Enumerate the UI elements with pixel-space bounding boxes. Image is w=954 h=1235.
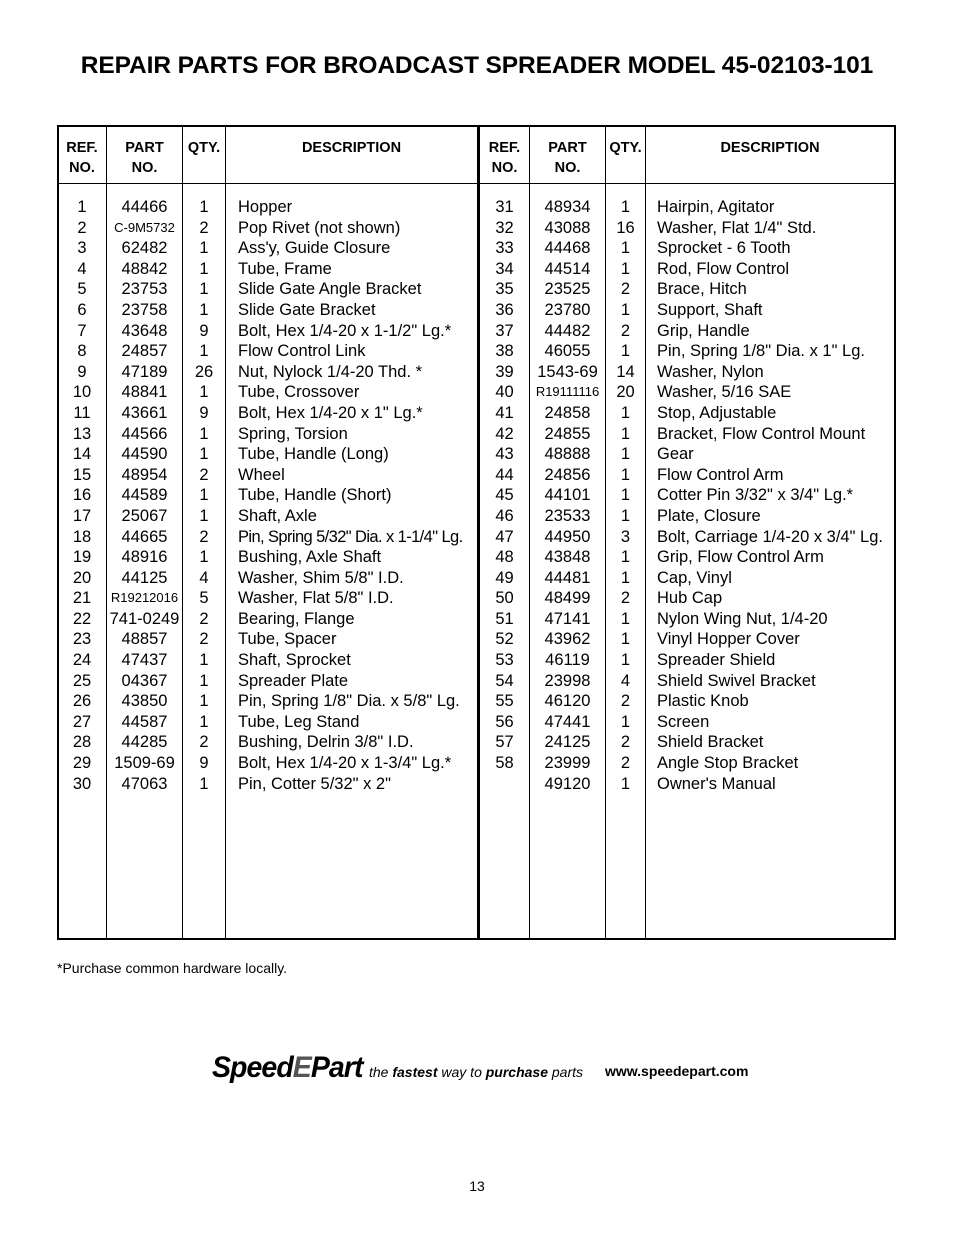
qty-cell: 1	[199, 445, 209, 464]
qty-cell: 1	[620, 342, 631, 361]
part-cell: 24855	[544, 424, 591, 443]
ref-cell: 18	[72, 527, 92, 546]
desc-cell: Bolt, Hex 1/4-20 x 1-3/4" Lg.*	[238, 754, 452, 773]
ref-cell: 10	[72, 383, 92, 402]
qty-cell: 1	[620, 445, 631, 464]
qty-cell: 2	[199, 527, 209, 546]
desc-cell: Brace, Hitch	[657, 280, 747, 299]
ref-cell: 46	[495, 506, 514, 525]
ref-cell: 40	[495, 383, 514, 402]
ref-cell: 6	[77, 300, 87, 319]
ref-cell: 31	[495, 198, 514, 216]
part-cell: 44665	[121, 527, 168, 546]
qty-cell: 1	[199, 774, 209, 793]
qty-cell: 2	[199, 465, 209, 484]
desc-cell: Shield Swivel Bracket	[657, 671, 816, 690]
qty-cell: 1	[620, 300, 631, 319]
header-part-line1: PART	[125, 140, 164, 156]
part-cell: 43962	[544, 630, 591, 649]
qty-cell: 3	[620, 527, 631, 546]
ref-cell: 47	[495, 527, 514, 546]
part-cell: R19111116	[535, 384, 600, 400]
ref-cell: 35	[495, 280, 514, 299]
qty-cell: 1	[199, 342, 209, 361]
desc-cell: Bolt, Hex 1/4-20 x 1-1/2" Lg.*	[238, 321, 452, 340]
ref-cell: 29	[72, 754, 92, 773]
part-cell: 48934	[544, 198, 591, 216]
part-column	[107, 197, 182, 794]
part-cell: 1543-69	[537, 362, 598, 381]
part-cell: 48842	[121, 259, 168, 278]
desc-cell: Hairpin, Agitator	[657, 198, 775, 216]
desc-cell: Bolt, Hex 1/4-20 x 1" Lg.*	[238, 403, 423, 422]
qty-cell: 2	[620, 754, 631, 773]
logo-text: Part	[310, 1051, 363, 1084]
qty-cell: 1	[199, 383, 209, 402]
qty-cell: 2	[620, 733, 631, 752]
logo-text: E	[292, 1051, 311, 1084]
ref-cell: 43	[495, 445, 514, 464]
part-cell: 44566	[121, 424, 168, 443]
ref-cell: 9	[77, 362, 87, 381]
qty-cell: 1	[620, 651, 631, 670]
qty-cell: 1	[620, 548, 631, 567]
part-cell: 46120	[544, 692, 591, 711]
description-column	[238, 197, 478, 794]
part-cell: 48916	[121, 548, 168, 567]
part-cell: 25067	[121, 506, 168, 525]
desc-cell: Tube, Handle (Short)	[238, 486, 392, 505]
ref-cell: 30	[72, 774, 92, 793]
qty-cell: 1	[620, 465, 631, 484]
qty-cell: 1	[199, 280, 209, 299]
qty-cell: 1	[620, 239, 631, 258]
qty-column	[606, 197, 645, 794]
desc-cell: Washer, Shim 5/8" I.D.	[238, 568, 404, 587]
qty-cell: 4	[620, 671, 631, 690]
part-cell: 23999	[544, 754, 591, 773]
part-cell: 741-0249	[109, 609, 180, 628]
speedepart-logo	[212, 1051, 362, 1085]
header-qty: QTY.	[187, 140, 221, 156]
part-cell: 24858	[544, 403, 591, 422]
qty-cell: 1	[199, 259, 209, 278]
qty-cell: 1	[199, 692, 209, 711]
ref-cell: 42	[495, 424, 514, 443]
desc-cell: Flow Control Link	[238, 342, 366, 361]
ref-cell: 54	[495, 671, 514, 690]
qty-cell: 1	[620, 403, 631, 422]
part-cell: 24125	[544, 733, 591, 752]
part-cell: 24857	[121, 342, 168, 361]
part-cell: 48841	[121, 383, 168, 402]
header-part-line2: NO.	[554, 160, 581, 176]
qty-cell: 1	[620, 630, 631, 649]
qty-cell: 1	[199, 198, 209, 216]
qty-cell: 1	[620, 259, 631, 278]
ref-cell: 33	[495, 239, 514, 258]
desc-cell: Washer, Nylon	[657, 362, 764, 381]
part-cell: 47441	[544, 712, 591, 731]
ref-cell: 16	[72, 486, 92, 505]
desc-cell: Tube, Frame	[238, 259, 332, 278]
desc-cell: Screen	[657, 712, 710, 731]
tagline-text: purchase	[485, 1064, 548, 1080]
desc-cell: Vinyl Hopper Cover	[657, 630, 800, 649]
part-cell: 49120	[544, 774, 591, 793]
ref-cell: 22	[72, 609, 92, 628]
qty-cell: 1	[199, 239, 209, 258]
desc-cell: Pin, Spring 5/32" Dia. x 1-1/4" Lg.	[238, 527, 463, 546]
ref-cell	[480, 774, 529, 795]
page-number: 13	[469, 1178, 485, 1194]
qty-cell: 1	[199, 712, 209, 731]
part-cell: 24856	[544, 465, 591, 484]
header-part-line1: PART	[548, 140, 587, 156]
part-cell: 44587	[121, 712, 168, 731]
part-cell: 44468	[544, 239, 591, 258]
divider	[645, 127, 646, 938]
qty-cell: 2	[199, 218, 209, 237]
ref-cell: 24	[72, 651, 92, 670]
part-cell: 23780	[544, 300, 591, 319]
qty-cell: 1	[199, 548, 209, 567]
desc-cell: Grip, Handle	[657, 321, 750, 340]
qty-cell: 2	[620, 321, 631, 340]
desc-cell: Nylon Wing Nut, 1/4-20	[657, 609, 828, 628]
qty-cell: 16	[616, 218, 635, 237]
ref-cell: 44	[495, 465, 514, 484]
header-ref-line1: REF.	[488, 140, 521, 156]
header-ref-line2: NO.	[491, 160, 518, 176]
ref-cell: 13	[72, 424, 92, 443]
qty-cell: 1	[620, 774, 631, 793]
ref-cell: 39	[495, 362, 514, 381]
description-column	[657, 197, 895, 794]
qty-cell: 1	[199, 671, 209, 690]
ref-cell: 17	[72, 506, 92, 525]
qty-cell: 1	[620, 486, 631, 505]
ref-cell: 19	[72, 548, 92, 567]
part-cell: 23758	[121, 300, 168, 319]
ref-column	[59, 197, 105, 794]
ref-cell: 37	[495, 321, 514, 340]
qty-cell: 1	[199, 300, 209, 319]
desc-cell: Wheel	[238, 465, 285, 484]
part-cell: 43661	[121, 403, 168, 422]
part-cell: 44285	[121, 733, 168, 752]
part-cell: 44101	[544, 486, 591, 505]
ref-cell: 52	[495, 630, 514, 649]
ref-cell: 58	[495, 754, 514, 773]
ref-cell: 49	[495, 568, 514, 587]
qty-cell: 2	[199, 630, 209, 649]
desc-cell: Shaft, Sprocket	[238, 651, 351, 670]
desc-cell: Hopper	[238, 198, 293, 216]
part-cell: 44466	[121, 198, 168, 216]
qty-cell: 2	[620, 589, 631, 608]
desc-cell: Tube, Crossover	[238, 383, 360, 402]
header-ref	[480, 138, 529, 178]
ref-cell: 5	[77, 280, 87, 299]
part-cell: 23753	[121, 280, 168, 299]
part-cell: 47141	[544, 609, 591, 628]
ref-cell: 14	[72, 445, 92, 464]
divider	[225, 127, 226, 938]
desc-cell: Spreader Plate	[238, 671, 349, 690]
desc-cell: Grip, Flow Control Arm	[657, 548, 824, 567]
ref-cell: 23	[72, 630, 92, 649]
desc-cell: Pin, Spring 1/8" Dia. x 5/8" Lg.	[238, 692, 460, 711]
qty-cell: 20	[616, 383, 635, 402]
header-ref-line2: NO.	[69, 160, 95, 176]
desc-cell: Tube, Handle (Long)	[238, 445, 389, 464]
part-cell: 46055	[544, 342, 591, 361]
desc-cell: Ass'y, Guide Closure	[238, 239, 391, 258]
desc-cell: Nut, Nylock 1/4-20 Thd. *	[238, 362, 423, 381]
ref-cell: 53	[495, 651, 514, 670]
ref-cell: 21	[72, 589, 92, 608]
part-cell: 43850	[121, 692, 168, 711]
qty-cell: 2	[199, 733, 209, 752]
qty-cell: 1	[199, 486, 209, 505]
ref-cell: 34	[495, 259, 514, 278]
desc-cell: Spring, Torsion	[238, 424, 348, 443]
qty-cell: 2	[620, 280, 631, 299]
header-part	[107, 138, 182, 178]
header-ref-line1: REF.	[66, 140, 98, 156]
qty-cell: 1	[620, 568, 631, 587]
header-divider	[59, 183, 894, 184]
part-cell: 44125	[121, 568, 168, 587]
qty-cell: 1	[620, 712, 631, 731]
desc-cell: Cotter Pin 3/32" x 3/4" Lg.*	[657, 486, 854, 505]
ref-cell: 51	[495, 609, 514, 628]
qty-cell: 2	[620, 692, 631, 711]
website-link[interactable]: www.speedepart.com	[605, 1063, 749, 1079]
part-cell: 1509-69	[114, 754, 175, 773]
desc-cell: Stop, Adjustable	[657, 403, 777, 422]
header-part-line2: NO.	[131, 160, 158, 176]
desc-cell: Owner's Manual	[657, 774, 776, 793]
qty-cell: 1	[199, 424, 209, 443]
part-cell: 48888	[544, 445, 591, 464]
qty-cell: 1	[620, 424, 631, 443]
qty-cell: 9	[199, 403, 209, 422]
desc-cell: Angle Stop Bracket	[657, 754, 799, 773]
part-cell: 48857	[121, 630, 168, 649]
desc-cell: Shaft, Axle	[238, 506, 317, 525]
logo-text: Speed	[212, 1051, 293, 1084]
parts-table	[57, 125, 896, 940]
part-cell: 48954	[121, 465, 168, 484]
part-cell: 47189	[121, 362, 168, 381]
desc-cell: Pin, Cotter 5/32" x 2"	[238, 774, 391, 793]
header-description: DESCRIPTION	[301, 140, 402, 156]
desc-cell: Tube, Leg Stand	[238, 712, 360, 731]
qty-cell: 5	[199, 589, 209, 608]
ref-cell: 4	[77, 259, 87, 278]
ref-cell: 50	[495, 589, 514, 608]
ref-cell: 8	[77, 342, 87, 361]
ref-cell: 45	[495, 486, 514, 505]
part-cell: 44514	[544, 259, 591, 278]
qty-column	[183, 197, 225, 794]
ref-cell: 38	[495, 342, 514, 361]
desc-cell: Bushing, Delrin 3/8" I.D.	[238, 733, 414, 752]
ref-cell: 15	[72, 465, 92, 484]
desc-cell: Hub Cap	[657, 589, 723, 608]
desc-cell: Plastic Knob	[657, 692, 749, 711]
header-part	[530, 138, 605, 178]
desc-cell: Bushing, Axle Shaft	[238, 548, 382, 567]
qty-cell: 9	[199, 754, 209, 773]
footnote: *Purchase common hardware locally.	[57, 960, 288, 976]
part-cell: 44482	[544, 321, 591, 340]
desc-cell: Plate, Closure	[657, 506, 761, 525]
ref-cell: 48	[495, 548, 514, 567]
ref-cell: 20	[72, 568, 92, 587]
desc-cell: Slide Gate Bracket	[238, 300, 376, 319]
tagline-text: fastest	[392, 1064, 438, 1080]
ref-cell: 1	[77, 198, 87, 216]
part-cell: 04367	[121, 671, 168, 690]
header-qty: QTY.	[609, 140, 642, 156]
ref-cell: 57	[495, 733, 514, 752]
part-cell: 44950	[544, 527, 591, 546]
part-cell: 47063	[121, 774, 168, 793]
part-cell: 23525	[544, 280, 591, 299]
ref-cell: 27	[72, 712, 92, 731]
desc-cell: Spreader Shield	[657, 651, 776, 670]
ref-cell: 55	[495, 692, 514, 711]
desc-cell: Rod, Flow Control	[657, 259, 790, 278]
qty-cell: 14	[616, 362, 635, 381]
desc-cell: Slide Gate Angle Bracket	[238, 280, 422, 299]
desc-cell: Bearing, Flange	[238, 609, 355, 628]
qty-cell: 4	[199, 568, 209, 587]
part-cell: 48499	[544, 589, 591, 608]
part-cell: 43648	[121, 321, 168, 340]
desc-cell: Sprocket - 6 Tooth	[657, 239, 791, 258]
desc-cell: Tube, Spacer	[238, 630, 337, 649]
part-cell: 47437	[121, 651, 168, 670]
part-cell: 43088	[544, 218, 591, 237]
ref-cell: 26	[72, 692, 92, 711]
qty-cell: 1	[620, 609, 631, 628]
ref-cell: 25	[72, 671, 92, 690]
desc-cell: Flow Control Arm	[657, 465, 784, 484]
header-description: DESCRIPTION	[720, 140, 820, 156]
tagline-text: parts	[548, 1064, 584, 1080]
ref-cell: 11	[73, 403, 91, 422]
part-cell: R19212016	[110, 590, 179, 606]
ref-cell: 7	[77, 321, 87, 340]
desc-cell: Washer, Flat 5/8" I.D.	[238, 589, 394, 608]
part-cell: 44590	[121, 445, 168, 464]
qty-cell: 2	[199, 609, 209, 628]
page-title: REPAIR PARTS FOR BROADCAST SPREADER MODEL 45-02103-101	[80, 52, 874, 79]
ref-cell: 3	[77, 239, 87, 258]
ref-cell: 36	[495, 300, 514, 319]
desc-cell: Bracket, Flow Control Mount	[657, 424, 866, 443]
tagline-text: way to	[437, 1064, 486, 1080]
qty-cell: 26	[194, 362, 214, 381]
desc-cell: Gear	[657, 445, 694, 464]
ref-cell: 2	[77, 218, 87, 237]
header-ref	[59, 138, 105, 178]
desc-cell: Washer, 5/16 SAE	[657, 383, 792, 402]
part-cell: 23533	[544, 506, 591, 525]
part-cell: 46119	[545, 651, 590, 670]
ref-cell: 28	[72, 733, 92, 752]
qty-cell: 1	[199, 651, 209, 670]
part-cell: 43848	[544, 548, 591, 567]
desc-cell: Washer, Flat 1/4" Std.	[657, 218, 817, 237]
qty-cell: 9	[199, 321, 209, 340]
tagline-text: the	[369, 1064, 393, 1080]
tagline	[369, 1064, 583, 1080]
part-cell: 44589	[121, 486, 168, 505]
qty-cell: 1	[620, 506, 631, 525]
part-cell: 23998	[544, 671, 591, 690]
desc-cell: Support, Shaft	[657, 300, 763, 319]
qty-cell: 1	[620, 198, 631, 216]
part-cell: C-9M5732	[114, 219, 175, 235]
ref-cell: 32	[495, 218, 514, 237]
desc-cell: Pin, Spring 1/8" Dia. x 1" Lg.	[657, 342, 865, 361]
qty-cell: 1	[199, 506, 209, 525]
desc-cell: Pop Rivet (not shown)	[238, 218, 401, 237]
part-cell: 62482	[121, 239, 168, 258]
ref-cell: 41	[495, 403, 514, 422]
part-cell: 44481	[544, 568, 591, 587]
part-column	[530, 197, 605, 794]
ref-column	[480, 197, 529, 794]
desc-cell: Cap, Vinyl	[657, 568, 732, 587]
desc-cell: Shield Bracket	[657, 733, 764, 752]
desc-cell: Bolt, Carriage 1/4-20 x 3/4" Lg.	[657, 527, 883, 546]
ref-cell: 56	[495, 712, 514, 731]
